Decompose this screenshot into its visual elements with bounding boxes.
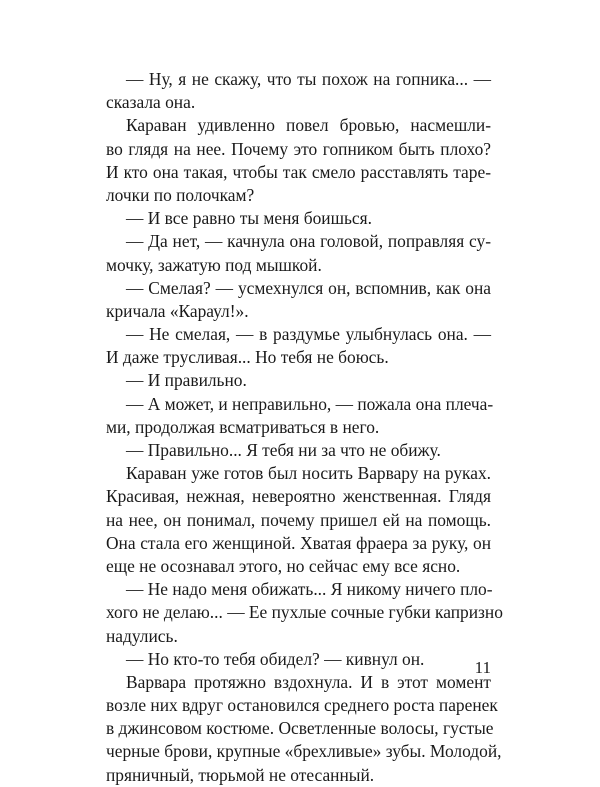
text-line: во глядя на нее. Почему это гопником быть плохо? [106,138,491,159]
text-line: надулись. [106,625,178,646]
text-line: — Ну, я не скажу, что ты похож на гопника... — [126,69,491,89]
text-line: возле них вдруг остановился среднего роста паренек [106,695,498,716]
text-line: — А может, и неправильно, — пожала она плеча- [126,393,494,414]
text-line: пряничный, тюрьмой не отесанный. [106,764,375,785]
text-line: Караван удивленно повел бровью, насмешли- [126,115,491,136]
text-line: хого не делаю... — Ее пухлые сочные губки капризно [106,602,503,623]
text-line: Она стала его женщиной. Хватая фраера за руку, он [106,532,491,553]
text-line: — И правильно. [126,370,247,391]
text-line: мочку, зажатую под мышкой. [106,254,322,275]
text-line: еще не осознавал этого, но сейчас ему все ясно. [106,555,461,576]
text-line: сказала она. [106,92,196,113]
text-line: — Смелая? — усмехнулся он, вспомнив, как она [126,277,491,298]
text-line: — Но кто-то тебя обидел? — кивнул он. [126,648,425,669]
text-line: ми, продолжая всматриваться в него. [106,416,380,437]
text-line: Караван уже готов был носить Варвару на руках. [126,463,491,484]
text-line: И кто она такая, чтобы так смело расставлять таре- [106,161,491,182]
text-line: — Да нет, — качнула она головой, поправляя су- [126,231,491,252]
text-line: И даже трусливая... Но тебя не боюсь. [106,347,389,368]
text-line: — Не надо меня обижать... Я никому ничего пло- [126,579,493,600]
text-line: Красивая, нежная, невероятно женственная. Глядя [106,486,491,507]
page-number: 11 [474,658,491,677]
text-line: Варвара протяжно вздохнула. И в этот момент [126,671,491,692]
text-line: лочки по полочкам? [106,184,255,205]
text-line: черные брови, крупные «брехливые» зубы. Молодой, [106,741,502,762]
body-text [106,68,503,787]
text-line: — И все равно ты меня боишься. [126,208,372,229]
text-line: — Правильно... Я тебя ни за что не обижу. [126,440,441,460]
text-line: кричала «Караул!». [106,300,249,321]
text-line: в джинсовом костюме. Осветленные волосы, густые [106,718,494,739]
text-line: — Не смелая, — в раздумье улыбнулась она. — [126,324,491,345]
text-line: на нее, он понимал, почему пришел ей на помощь. [106,509,491,530]
